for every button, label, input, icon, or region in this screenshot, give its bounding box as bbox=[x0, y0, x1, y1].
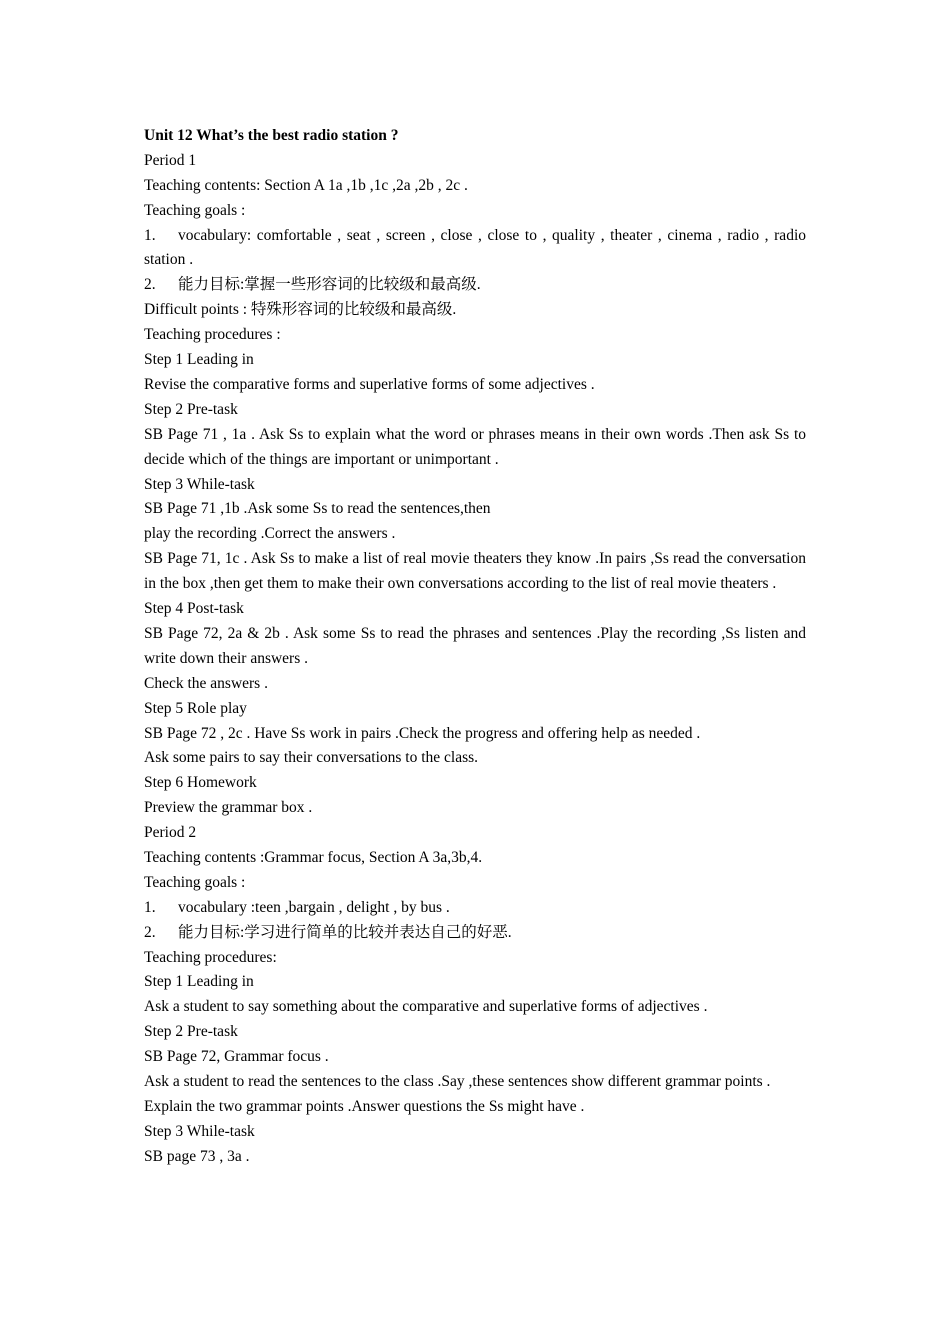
text-line: Revise the comparative forms and superlative forms of some adjectives . bbox=[144, 375, 595, 393]
goal-item-text: 能力目标:掌握一些形容词的比较级和最高级. bbox=[178, 276, 481, 294]
period-heading: Period 2 bbox=[144, 824, 197, 842]
step-heading: Step 5 Role play bbox=[144, 699, 247, 717]
text-line: SB page 73 , 3a . bbox=[144, 1147, 250, 1165]
text-line: Preview the grammar box . bbox=[144, 799, 313, 817]
goal-item bbox=[144, 224, 806, 274]
teaching-contents: Teaching contents :Grammar focus, Section A 3a,3b,4. bbox=[144, 848, 483, 866]
step-heading: Step 3 While-task bbox=[144, 475, 255, 493]
step-heading: Step 1 Leading in bbox=[144, 351, 254, 369]
text-line: Check the answers . bbox=[144, 674, 268, 692]
step-heading: Step 2 Pre-task bbox=[144, 400, 238, 418]
paragraph-grammar: Ask a student to read the sentences to the class .Say ,these sentences show different grammar points . bbox=[144, 1073, 771, 1091]
paragraph-1c: SB Page 71, 1c . Ask Ss to make a list of real movie theaters they know .In pairs ,Ss read the conversation in the box ,then get them to make their own conversations according to the list of real movie theaters . bbox=[144, 550, 806, 593]
step-heading: Step 1 Leading in bbox=[144, 973, 254, 991]
goal-item bbox=[144, 921, 806, 946]
teaching-goals-heading: Teaching goals : bbox=[144, 201, 246, 219]
goal-item-text: vocabulary :teen ,bargain , delight , by bus . bbox=[178, 898, 450, 916]
document-page bbox=[144, 124, 806, 1170]
text-line: Ask a student to say something about the comparative and superlative forms of adjectives . bbox=[144, 998, 708, 1016]
step-heading: Step 3 While-task bbox=[144, 1122, 255, 1140]
goal-item-text: vocabulary: comfortable , seat , screen , close , close to , quality , theater , cinema , radio , radio station . bbox=[144, 226, 806, 269]
teaching-goals-heading: Teaching goals : bbox=[144, 873, 246, 891]
text-line: SB Page 72, Grammar focus . bbox=[144, 1048, 329, 1066]
goal-item-number: 1. bbox=[144, 898, 156, 916]
step-heading: Step 4 Post-task bbox=[144, 600, 244, 618]
goal-item-number: 2. bbox=[144, 276, 156, 294]
teaching-procedures-heading: Teaching procedures : bbox=[144, 326, 281, 344]
goal-item bbox=[144, 896, 806, 921]
goal-item-text: 能力目标:学习进行简单的比较并表达自己的好恶. bbox=[178, 923, 512, 941]
document-title: Unit 12 What’s the best radio station ? bbox=[144, 127, 399, 144]
paragraph-1a: SB Page 71 , 1a . Ask Ss to explain what the word or phrases means in their own words .Then ask Ss to decide which of the things are important or unimportant . bbox=[144, 425, 806, 468]
teaching-contents: Teaching contents: Section A 1a ,1b ,1c ,2a ,2b , 2c . bbox=[144, 176, 468, 194]
step-heading: Step 6 Homework bbox=[144, 774, 257, 792]
step-heading: Step 2 Pre-task bbox=[144, 1023, 238, 1041]
goal-item-number: 1. bbox=[144, 226, 156, 244]
goal-item-number: 2. bbox=[144, 923, 156, 941]
text-line: play the recording .Correct the answers . bbox=[144, 525, 396, 543]
text-line: Explain the two grammar points .Answer questions the Ss might have . bbox=[144, 1097, 585, 1115]
difficult-points: Difficult points : 特殊形容词的比较级和最高级. bbox=[144, 301, 457, 319]
paragraph-2a: SB Page 72, 2a & 2b . Ask some Ss to read the phrases and sentences .Play the recording ,Ss listen and write down their answers . bbox=[144, 624, 806, 667]
period-heading: Period 1 bbox=[144, 151, 197, 169]
text-line: SB Page 71 ,1b .Ask some Ss to read the sentences,then bbox=[144, 500, 491, 518]
text-line: SB Page 72 , 2c . Have Ss work in pairs .Check the progress and offering help as needed . bbox=[144, 724, 701, 742]
goal-item bbox=[144, 273, 806, 298]
text-line: Ask some pairs to say their conversations to the class. bbox=[144, 749, 479, 767]
teaching-procedures-heading: Teaching procedures: bbox=[144, 948, 277, 966]
